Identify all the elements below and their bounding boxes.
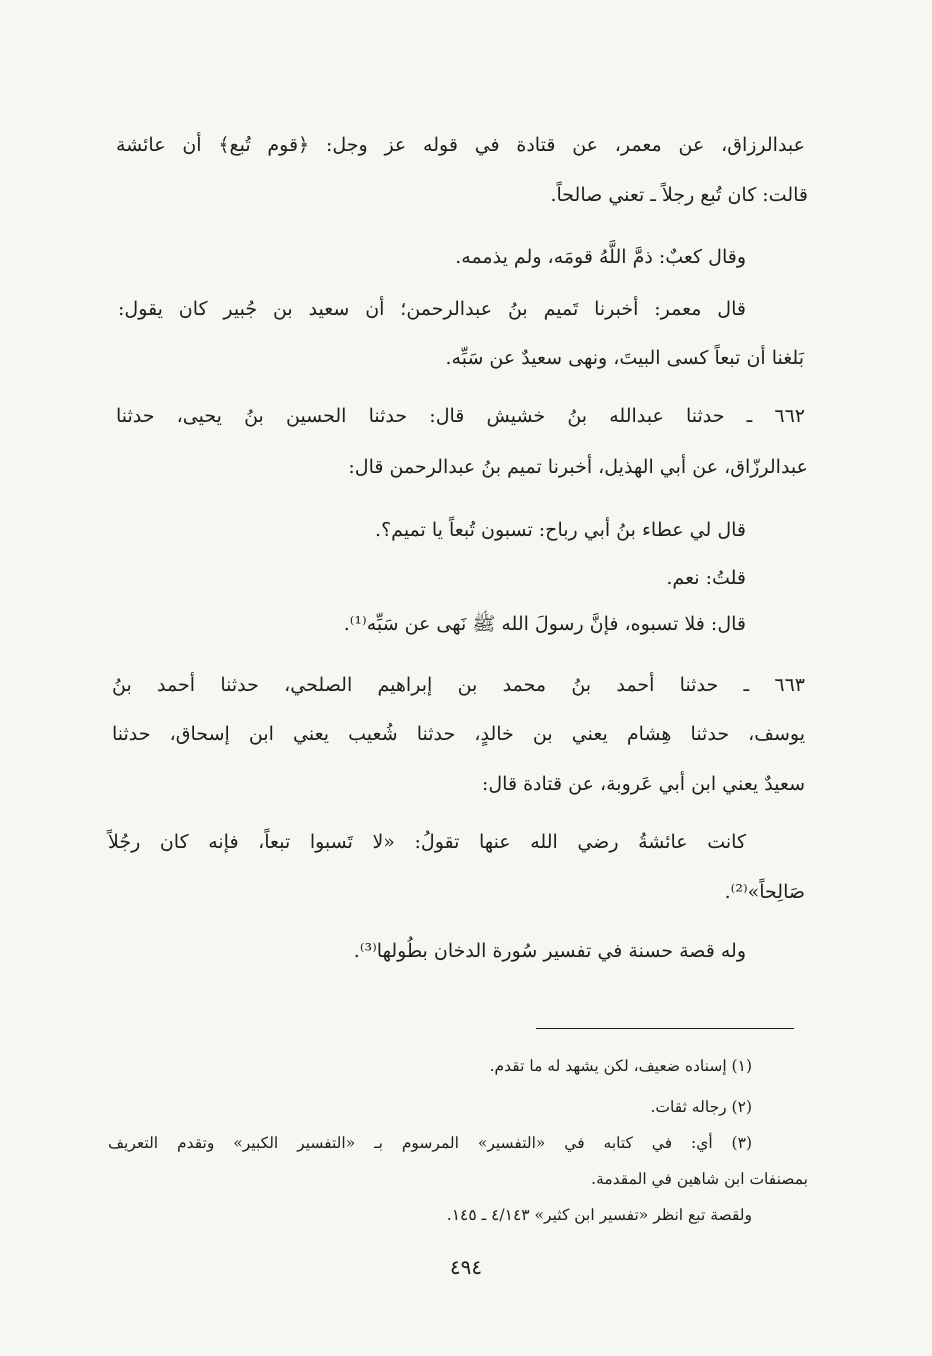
footnote: (١) إسناده ضعيف، لكن يشهد له ما تقدم. <box>489 1057 752 1075</box>
text-line: بَلغنا أن تبعاً كسى البيتَ، ونهى سعيدٌ عن سَبِّه. <box>445 347 804 369</box>
text-line: ٦٦٣ ـ حدثنا أحمد بنُ محمد بن إبراهيم الصلحي، حدثنا أحمد بنُ <box>112 674 805 696</box>
footnote: (٣) أي: في كتابه في «التفسير» المرسوم بـ «التفسير الكبير» وتقدم التعريف <box>108 1134 752 1152</box>
text-line: قال معمر: أخبرنا تَميم بنُ عبدالرحمن؛ أن سعيد بن جُبير كان يقول: <box>118 298 746 320</box>
footnote-separator <box>536 1028 794 1029</box>
text-line: سعيدٌ يعني ابن أبي عَروبة، عن قتادة قال: <box>481 773 805 795</box>
text-line: وله قصة حسنة في تفسير سُورة الدخان بطُولها⁽³⁾. <box>353 940 746 962</box>
text-line: قالت: كان تُبع رجلاً ـ تعني صالحاً. <box>550 184 808 206</box>
text-line: قلتُ: نعم. <box>666 567 746 589</box>
text-line: عبدالرزّاق، عن أبي الهذيل، أخبرنا تميم بنُ عبدالرحمن قال: <box>348 456 808 478</box>
page-number: ٤٩٤ <box>449 1255 483 1279</box>
text-line: عبدالرزاق، عن معمر، عن قتادة في قوله عز وجل: ﴿قوم تُبع﴾ أن عائشة <box>116 134 805 156</box>
text-line: ٦٦٢ ـ حدثنا عبدالله بنُ خشيش قال: حدثنا الحسين بنُ يحيى، حدثنا <box>116 405 805 427</box>
footnote: بمصنفات ابن شاهين في المقدمة. <box>591 1170 808 1188</box>
text-line: وقال كعبٌ: ذمَّ اللَّهُ قومَه، ولم يذممه. <box>455 246 746 268</box>
text-line: قال لي عطاء بنُ أبي رباح: تسبون تُبعاً يا تميم؟. <box>375 519 746 541</box>
footnote: (٢) رجاله ثقات. <box>650 1098 752 1116</box>
text-line: قال: فلا تسبوه، فإنَّ رسولَ الله ﷺ نَهى عن سَبِّه⁽¹⁾. <box>343 613 746 635</box>
text-line: صَالِحاً»⁽²⁾. <box>724 881 805 903</box>
text-line: يوسف، حدثنا هِشام يعني بن خالدٍ، حدثنا شُعيب يعني ابن إسحاق، حدثنا <box>112 723 805 745</box>
text-line: كانت عائشةُ رضي الله عنها تقولُ: «لا تَسبوا تبعاً، فإنه كان رجُلاً <box>108 831 746 853</box>
footnote: ولقصة تبع انظر «تفسير ابن كثير» ٤/١٤٣ ـ ١٤٥. <box>446 1206 752 1224</box>
